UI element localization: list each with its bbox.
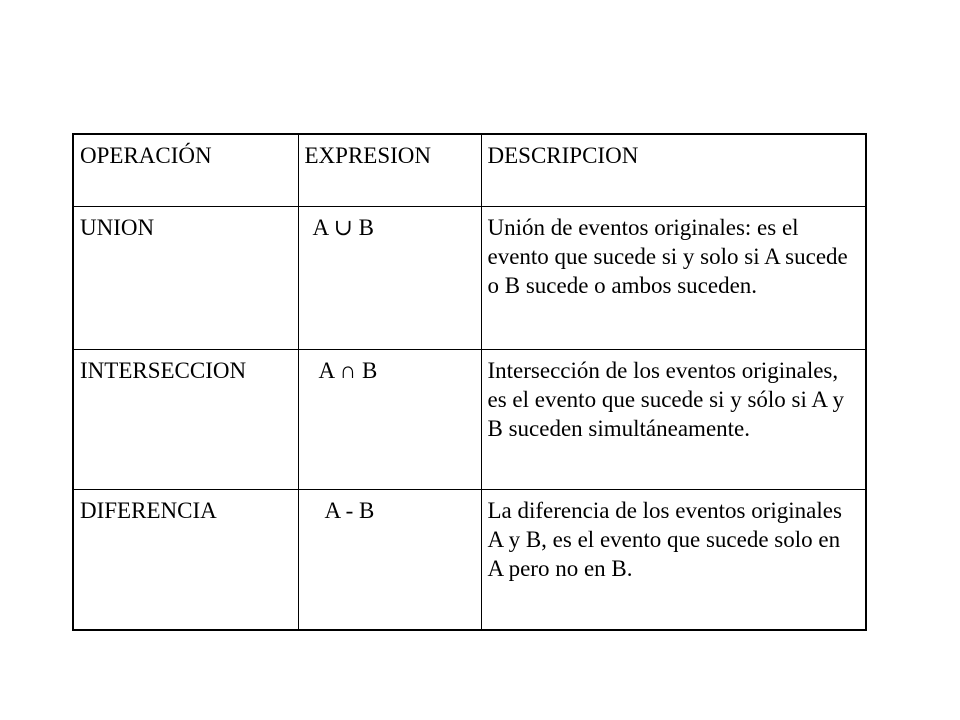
table-row (73, 206, 866, 349)
table-row (73, 489, 866, 630)
header-expresion: EXPRESION (298, 134, 481, 206)
row-expression: A ∩ B (298, 349, 481, 489)
row-expression: A - B (298, 489, 481, 630)
row-description: La diferencia de los eventos originales A y B, es el evento que sucede solo en A pero no en B. (481, 489, 866, 630)
row-description: Unión de eventos originales: es el evento que sucede si y solo si A sucede o B sucede o ambos suceden. (481, 206, 866, 349)
header-descripcion: DESCRIPCION (481, 134, 866, 206)
row-operation: UNION (73, 206, 298, 349)
header-operacion: OPERACIÓN (73, 134, 298, 206)
table-header-row (73, 134, 866, 206)
table-row (73, 349, 866, 489)
row-operation: DIFERENCIA (73, 489, 298, 630)
row-expression: A ∪ B (298, 206, 481, 349)
operations-table (72, 133, 867, 631)
row-operation: INTERSECCION (73, 349, 298, 489)
row-description: Intersección de los eventos originales, es el evento que sucede si y sólo si A y B suceden simultáneamente. (481, 349, 866, 489)
